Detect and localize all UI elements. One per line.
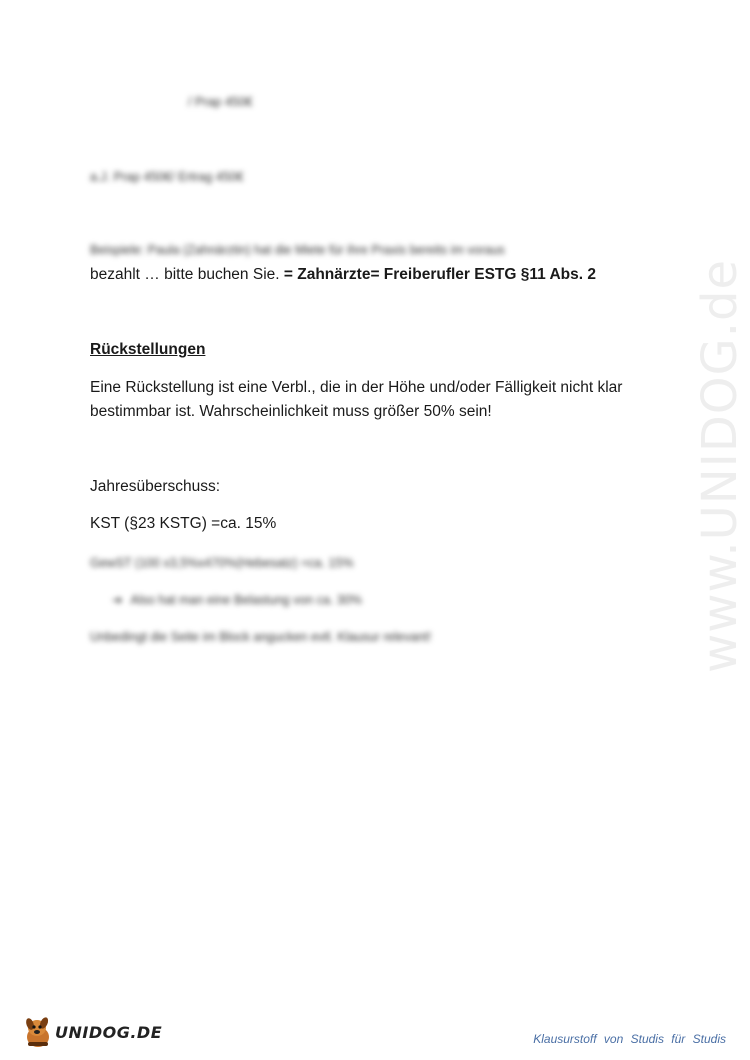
example-text: bezahlt … bitte buchen Sie.	[90, 266, 284, 283]
logo-wordmark: UNIDOG.DE	[55, 1023, 163, 1042]
example-line	[90, 264, 596, 286]
blurred-line-note: Unbedingt die Seite im Block angucken evtl. Klausur relevant!	[90, 630, 432, 644]
blurred-line-gewst: GewST (100 x3,5%x470%(Hebesatz) =ca. 15%	[90, 556, 354, 570]
kst-line: KST (§23 KSTG) =ca. 15%	[90, 515, 277, 532]
arrow-right-icon: ➔	[112, 593, 123, 607]
section-heading: Rückstellungen	[90, 341, 206, 358]
definition-line-2: bestimmbar ist. Wahrscheinlichkeit muss größer 50% sein!	[90, 403, 492, 420]
watermark: www.UNIDOG.de	[692, 258, 748, 673]
burden-text: Also hat man eine Belastung von ca. 30%	[130, 593, 362, 607]
blurred-line-2: a.J. Prap 450€/ Ertrag 450€	[90, 170, 244, 184]
footer-logo	[22, 1015, 163, 1051]
footer-caption: Klausurstoff von Studis für Studis	[533, 1032, 726, 1046]
blurred-line-1: / Prap 450€	[188, 95, 253, 109]
blurred-line-burden	[112, 589, 362, 611]
dog-logo-icon	[22, 1015, 56, 1051]
blurred-line-3: Beispiele: Paula (Zahnärztin) hat die Miete für ihre Praxis bereits im voraus	[90, 243, 505, 257]
example-bold-note: = Zahnärzte= Freiberufler ESTG §11 Abs. 2	[283, 266, 597, 283]
definition-line-1: Eine Rückstellung ist eine Verbl., die in der Höhe und/oder Fälligkeit nicht klar	[90, 379, 623, 396]
surplus-label: Jahresüberschuss:	[90, 478, 221, 495]
